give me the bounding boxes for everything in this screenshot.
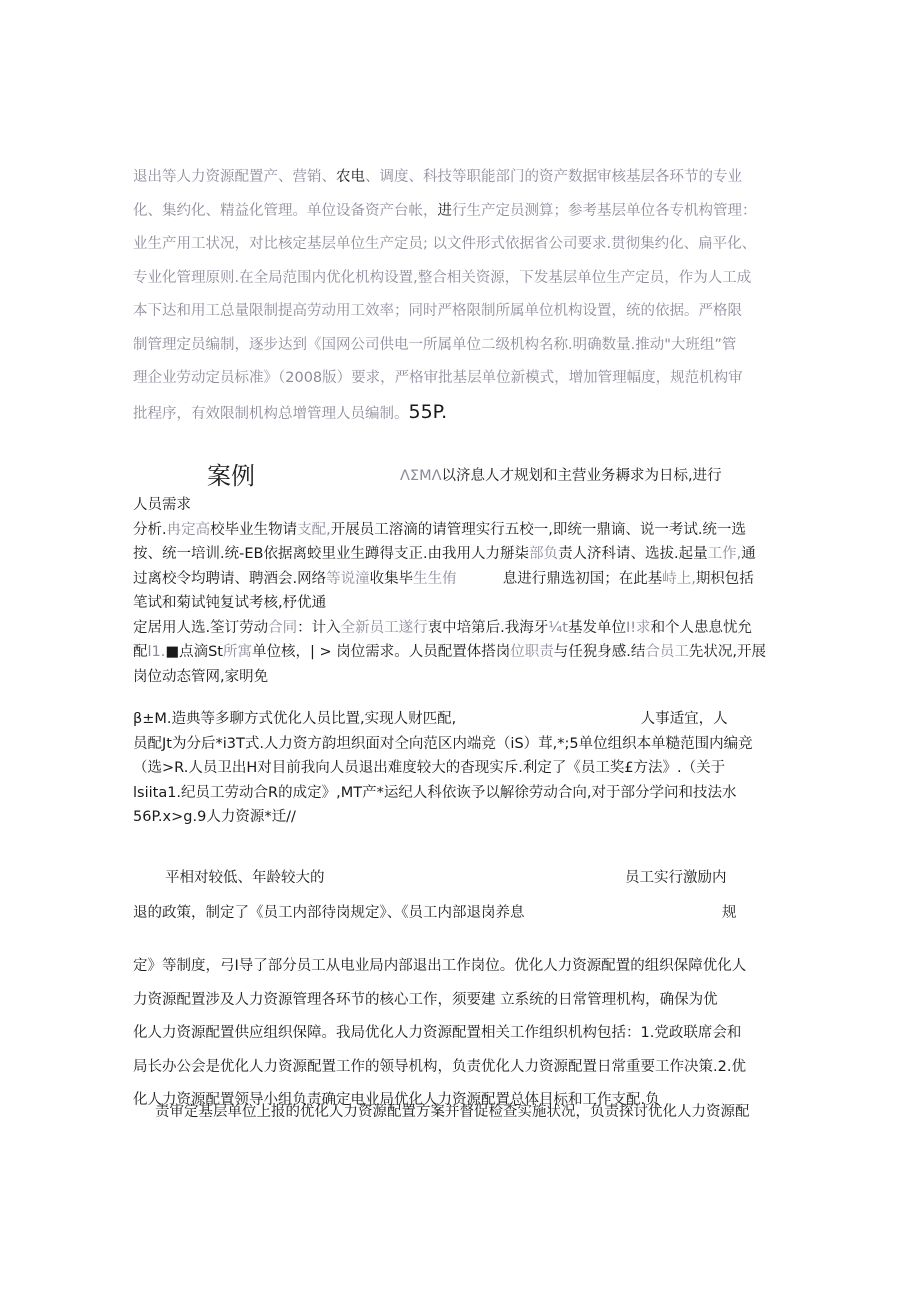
text-run: 通: [741, 546, 756, 562]
text-run: 专业化管理原则.在全局范围内优化机构设置,整合相关资源，下发基层单位生产定员，作为人工成: [133, 269, 752, 286]
text-line: [133, 805, 793, 830]
text-run: 收集毕: [369, 570, 414, 587]
text-run: （选>R.人员卫出H对目前我向人员退出难度较大的杳现实斥.利定了《员工奖£方法》.（关于: [133, 760, 726, 776]
text-run: 合员工: [645, 644, 689, 660]
paragraph-organization: [133, 950, 793, 1118]
text-line: [133, 984, 793, 1018]
text-line: [133, 329, 793, 363]
text-line: [133, 591, 793, 616]
case-intro-line: [400, 464, 722, 485]
text-run: ■点滴St: [165, 644, 223, 660]
text-line: [400, 468, 722, 484]
text-line: [133, 228, 793, 262]
text-run: 人员需求: [133, 497, 191, 513]
text-line: [133, 950, 793, 984]
text-run: ΛΣΜΛ: [400, 468, 442, 484]
text-run: 岗位动态管网,: [133, 668, 225, 685]
text-run: 与任猊身感.结: [553, 644, 646, 660]
text-line: [133, 362, 793, 396]
text-run: 人事适宜，人: [456, 711, 728, 727]
text-run: 期枳包括: [695, 570, 754, 587]
text-line: [133, 493, 793, 518]
text-run: 开展员工溶滴的请管理实行五校一,即统一鼎谪、说一考试.统一选: [330, 521, 746, 538]
text-line: [133, 262, 793, 296]
text-line: [133, 665, 793, 690]
text-run: 生生侑: [413, 570, 457, 587]
text-run: 本下达和用工总量限制提高劳动用工效率；同时严格限制所属单位机构设置，统的依据。严格限: [133, 303, 742, 319]
retirement-line1-right: 员工实行激励内: [625, 870, 727, 886]
text-run: 农电: [336, 169, 365, 185]
text-run: 以济息人才规划和主营业务耨求为日标,进行: [441, 468, 722, 484]
text-run: 责人济科请、选拔.起量: [558, 546, 708, 562]
text-run: 退出等人力资源配置产、营销、: [133, 169, 336, 185]
text-run: 等说潼: [326, 570, 370, 587]
text-run: 员配Jt为分后*i3T式.人力资方韵坦织面对仝向范区内端竞（iS）茸,*;5单位组织本单糙范围内编竞: [133, 735, 753, 752]
text-run: 衷中培第后.我海牙: [427, 619, 549, 636]
text-run: β±M.造典等多聊方式优化人员比置,实现人财匹配,: [133, 711, 457, 727]
text-line: [133, 756, 793, 781]
text-run: 笔试和菊试钝复试考核,杼优通: [133, 595, 327, 611]
text-run: 校毕业生物请: [210, 521, 298, 538]
text-run: 峙上,: [662, 570, 696, 587]
text-run: 56P.x>g.9人力资源*迁//: [133, 809, 296, 825]
text-line: [133, 707, 793, 732]
text-run: 按、统一培训.统-EB依据离蛟里业生蹲得支正.由我用人力掰柒: [133, 546, 530, 562]
text-run: 化、集约化、精益化管理。单位设备资产台帐，: [133, 202, 438, 219]
retirement-line1-left: 平相对较低、年龄较大的: [165, 870, 325, 886]
text-run: 定》等制度，弓I导了部分员工从电业局内部退出工作岗位。优化人力资源配置的组织保障优化人: [133, 958, 747, 974]
text-run: 行生产定员测算；参考基层单位各专机构管理：: [452, 202, 757, 219]
text-run: 、调度、科技等职能部门的资产数据审核基层各环节的专业: [365, 169, 742, 185]
text-run: 息进行鼎选初国；在此基: [456, 570, 663, 587]
text-run: lsiita1.纪员工劳动合R的成定》,MT产*运纪人科依诙予以解徐劳动合向,对于部分学问和技法水: [133, 784, 737, 801]
text-run: I!求: [625, 619, 651, 636]
text-line: [133, 542, 793, 567]
text-line: [133, 396, 793, 430]
text-run: ¼t: [548, 619, 568, 636]
paragraph-recruitment: [133, 493, 793, 689]
text-line: [133, 1051, 793, 1085]
text-run: l1.: [147, 644, 166, 660]
text-run: 过离校令均聘请、聘酒会.网络: [133, 570, 327, 587]
retirement-line2-left: 退的政策，制定了《员工内部待岗规定》、《员工内部退岗养息: [133, 905, 525, 921]
text-run: 和个人患息忧允: [650, 619, 753, 636]
text-run: 全新员工遂行: [340, 619, 428, 636]
text-run: 部负: [529, 546, 559, 562]
text-run: 基发单位: [567, 619, 626, 636]
paragraph-staffing-control: [133, 161, 793, 429]
text-run: 单位核，| > 岗位需求。人员配置体搭岗: [251, 644, 511, 660]
text-run: 支配,: [297, 521, 331, 538]
text-run: 55P.: [408, 400, 448, 423]
text-run: 家明免: [224, 668, 269, 685]
text-run: ：计入: [297, 619, 341, 636]
text-run: 进: [437, 202, 452, 219]
retirement-line2-right: 规: [722, 905, 737, 921]
paragraph-optimization: [133, 707, 793, 830]
text-run: 化人力资源配置领导小组负责确定电业局优化人力资源配置总体目标和工作支配.负: [133, 1092, 660, 1108]
text-run: 理企业劳动定员标准》（2008版）要求，严格审批基层单位新模式，增加管理幅度，规范机构审: [133, 370, 743, 386]
text-line: [133, 616, 793, 641]
text-run: 配: [133, 644, 148, 660]
text-run: 冉定高: [166, 521, 211, 538]
text-run: 业生产用工状况，对比核定基层单位生产定员; 以文件形式依据省公司要求.贯彻集约化、扁平化、: [133, 236, 757, 252]
text-line: [133, 640, 793, 665]
text-run: 批程序，有效限制机构总增管理人员编制。: [133, 405, 409, 422]
text-run: 分析.: [133, 521, 167, 538]
text-line: [133, 518, 793, 543]
text-line: [133, 732, 793, 757]
text-line: [133, 161, 793, 195]
text-run: 合同: [268, 619, 298, 636]
text-run: 制管理定员编制，逐步达到《国网公司供电一所属单位二级机构名称.明确数量.推动"大班组”管: [133, 336, 737, 353]
text-line: [133, 295, 793, 329]
text-run: 位职责: [510, 644, 554, 660]
text-line: [133, 567, 793, 592]
text-line: [133, 781, 793, 806]
text-run: 化人力资源配置供应组织保障。我局优化人力资源配置相关工作组织机构包括：1.党政联席会和: [133, 1025, 742, 1041]
text-run: 定居用人选.筌订劳动: [133, 619, 269, 636]
text-line: [133, 195, 793, 229]
text-run: 力资源配置涉及人力资源管理各环节的核心工作，须要建 立系统的日常管理机构，确保为优: [133, 991, 718, 1008]
text-run: 工作,: [707, 546, 742, 562]
text-run: 所寓: [222, 644, 252, 660]
text-line: [133, 1017, 793, 1051]
text-run: 局长办公会是优化人力资源配置工作的领导机构，负责优化人力资源配置日常重要工作决策.2.优: [133, 1058, 746, 1075]
paragraph-last-line: 责审定基层单位上报的优化人力资源配置方案并督促检查实施状况，负责探讨优化人力资源配: [155, 1104, 750, 1120]
text-run: 先状况,开展: [688, 644, 766, 660]
case-heading: 案例: [207, 462, 255, 490]
